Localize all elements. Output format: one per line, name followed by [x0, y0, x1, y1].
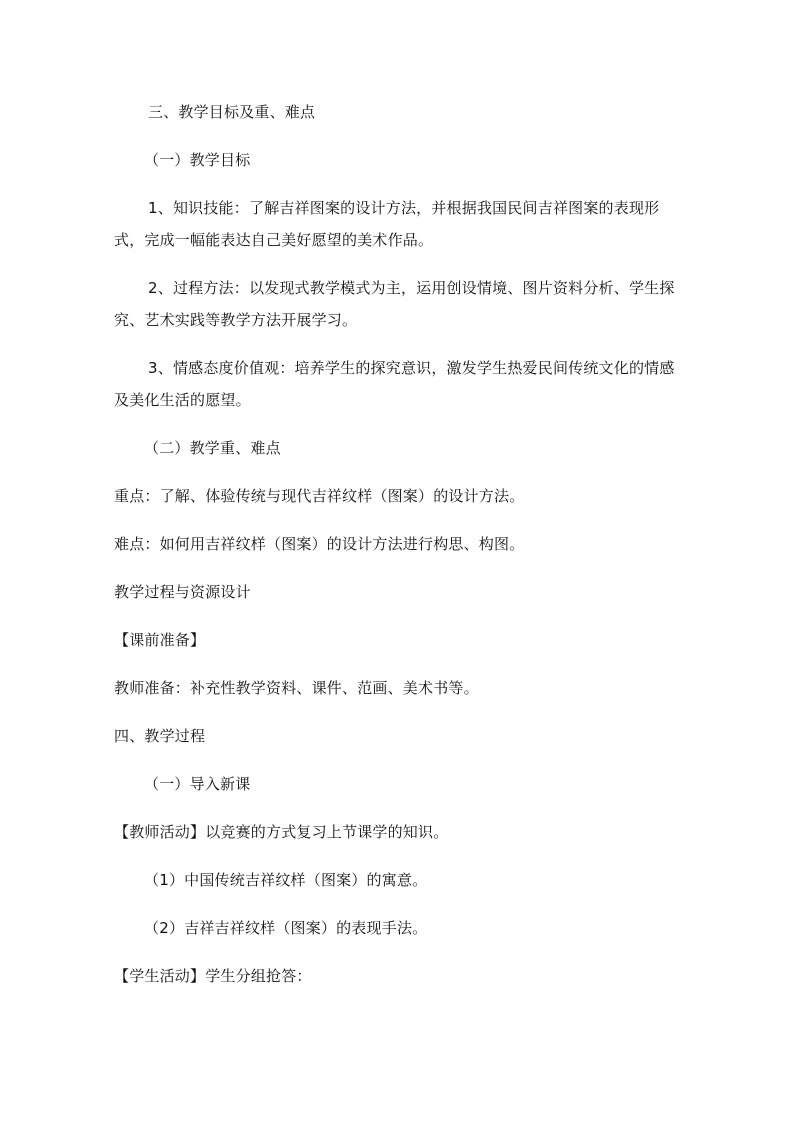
- process-resource-heading: 教学过程与资源设计: [114, 583, 251, 601]
- document-body: [114, 96, 680, 1008]
- goal-emotional-values: 3、情感态度价值观：培养学生的探究意识，激发学生热爱民间传统文化的情感及美化生活的愿望。: [114, 359, 675, 409]
- goal-knowledge-skills: 1、知识技能：了解吉祥图案的设计方法，并根据我国民间吉祥图案的表现形式，完成一幅能表达自己美好愿望的美术作品。: [114, 199, 660, 249]
- preparation-heading: 【课前准备】: [114, 631, 206, 649]
- key-point-text: 重点：了解、体验传统与现代吉祥纹样（图案）的设计方法。: [114, 487, 525, 505]
- subheading-intro: （一）导入新课: [144, 775, 251, 793]
- section-heading-objectives: 三、教学目标及重、难点: [148, 103, 316, 121]
- student-activity-text: 【学生活动】学生分组抢答：: [114, 967, 312, 985]
- subheading-key-points: （二）教学重、难点: [144, 439, 281, 457]
- review-item-2: （2）吉祥吉祥纹样（图案）的表现手法。: [144, 919, 428, 937]
- review-item-1: （1）中国传统吉祥纹样（图案）的寓意。: [144, 871, 428, 889]
- subheading-teaching-goals: （一）教学目标: [144, 151, 251, 169]
- section-heading-process: 四、教学过程: [114, 727, 206, 745]
- teacher-preparation-text: 教师准备：补充性教学资料、课件、范画、美术书等。: [114, 679, 479, 697]
- teacher-activity-text: 【教师活动】以竞赛的方式复习上节课学的知识。: [114, 823, 449, 841]
- goal-process-methods: 2、过程方法：以发现式教学模式为主，运用创设情境、图片资料分析、学生探究、艺术实践等教学方法开展学习。: [114, 279, 675, 329]
- difficulty-text: 难点：如何用吉祥纹样（图案）的设计方法进行构思、构图。: [114, 535, 525, 553]
